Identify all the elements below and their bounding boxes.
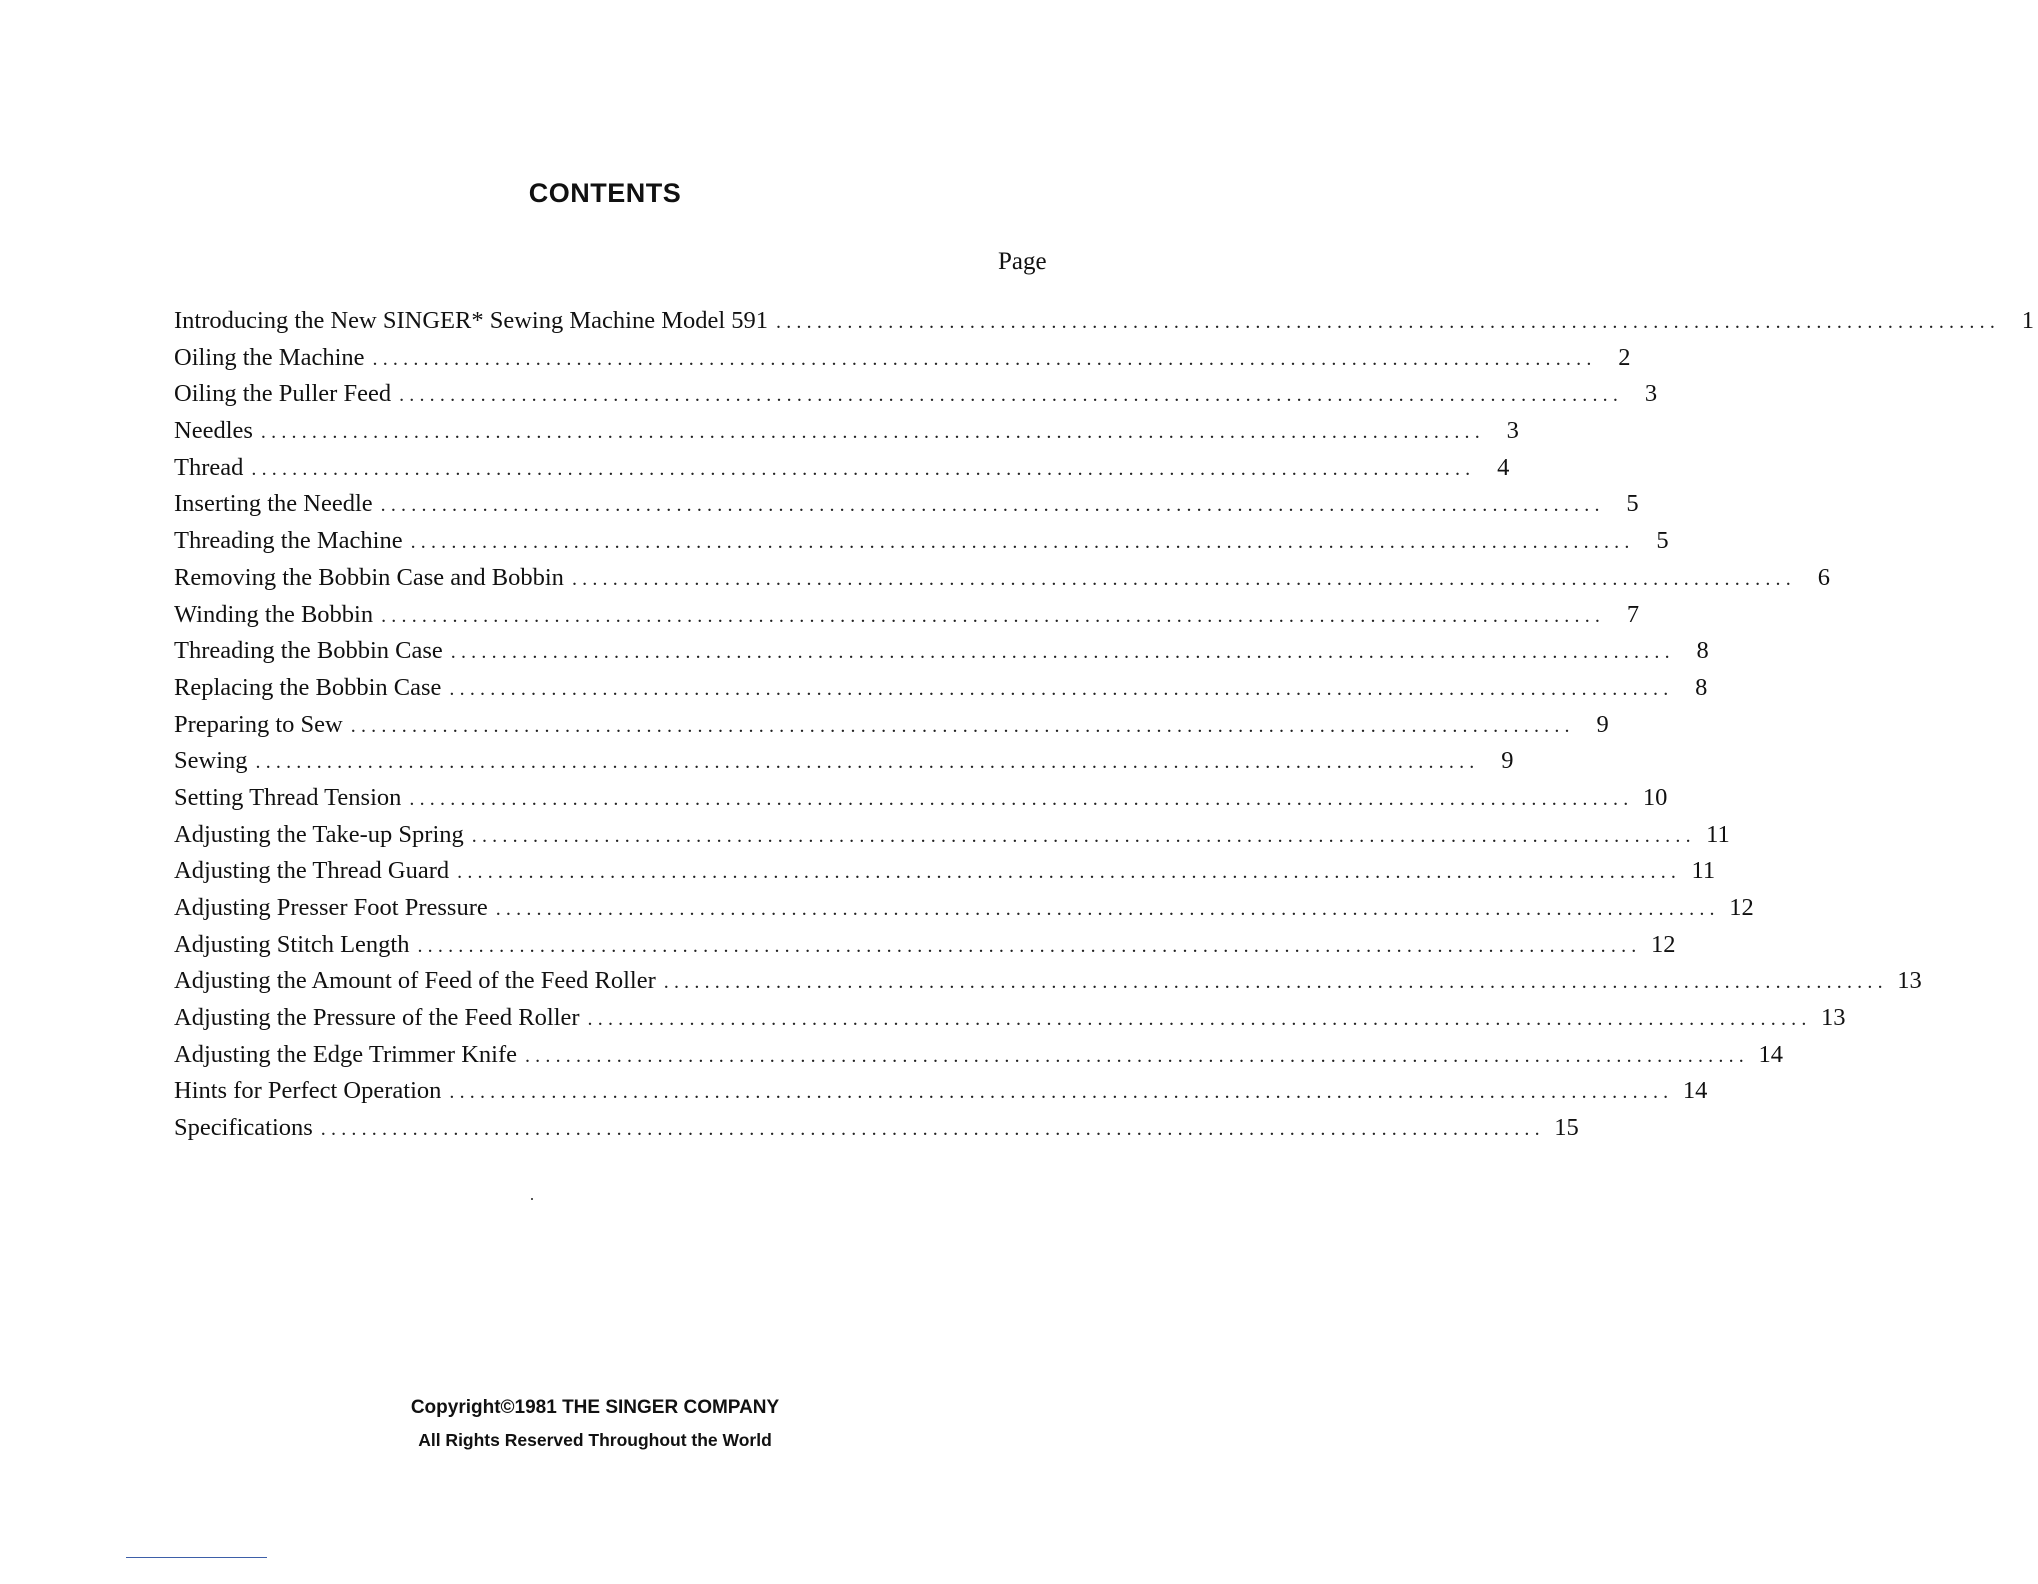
dot-leader: ........................................................................................................................ bbox=[449, 1081, 1674, 1104]
toc-entry bbox=[174, 817, 1730, 854]
page-column-header: Page bbox=[998, 248, 1047, 275]
page-title: CONTENTS bbox=[528, 178, 682, 208]
toc-entry-title: Oiling the Machine bbox=[174, 343, 365, 371]
dot-leader: ........................................................................................................................ bbox=[571, 567, 1796, 590]
dot-leader: ........................................................................................................................ bbox=[471, 824, 1696, 847]
footer-rule bbox=[126, 1557, 267, 1558]
toc-entry bbox=[174, 1073, 1708, 1110]
toc-entry-page: 3 bbox=[1506, 417, 1519, 445]
toc-entry-page: 2 bbox=[1618, 343, 1631, 371]
toc-entry bbox=[174, 340, 1631, 377]
toc-entry-page: 9 bbox=[1501, 747, 1514, 775]
toc-entry-title: Thread bbox=[174, 453, 244, 481]
dot-leader: ........................................................................................................................ bbox=[380, 494, 1605, 517]
dot-leader: ........................................................................................................................ bbox=[251, 457, 1476, 480]
dot-leader: ........................................................................................................................ bbox=[409, 787, 1634, 810]
dot-leader: ........................................................................................................................ bbox=[663, 971, 1888, 994]
toc-entry bbox=[174, 523, 1669, 560]
rights-notice: All Rights Reserved Throughout the World bbox=[418, 1430, 772, 1450]
toc-entry bbox=[174, 853, 1716, 890]
toc-entry-page: 12 bbox=[1650, 930, 1676, 958]
toc-entry-title: Replacing the Bobbin Case bbox=[174, 673, 442, 701]
toc-entry-page: 4 bbox=[1497, 453, 1510, 481]
toc-entry-title: Threading the Machine bbox=[174, 527, 403, 555]
toc-entry-page: 8 bbox=[1696, 637, 1709, 665]
toc-entry bbox=[174, 486, 1639, 523]
toc-entry-title: Preparing to Sew bbox=[174, 710, 343, 738]
toc-entry bbox=[174, 1037, 1783, 1074]
toc-entry-title: Adjusting Stitch Length bbox=[174, 930, 410, 958]
toc-entry-page: 13 bbox=[1897, 967, 1922, 995]
dot-leader: ........................................................................................................................ bbox=[524, 1044, 1749, 1067]
toc-entry-page: 9 bbox=[1596, 710, 1609, 738]
table-of-contents bbox=[174, 303, 2035, 1147]
dot-leader: ........................................................................................................................ bbox=[255, 751, 1480, 774]
toc-entry-page: 15 bbox=[1554, 1114, 1579, 1142]
dot-leader: ........................................................................................................................ bbox=[381, 604, 1606, 627]
toc-entry-title: Adjusting the Edge Trimmer Knife bbox=[174, 1040, 517, 1068]
toc-entry bbox=[174, 413, 1519, 450]
toc-entry-title: Oiling the Puller Feed bbox=[174, 380, 392, 408]
toc-entry bbox=[174, 597, 1640, 634]
toc-entry-page: 11 bbox=[1706, 820, 1730, 848]
toc-entry-page: 6 bbox=[1817, 563, 1830, 591]
toc-entry-title: Sewing bbox=[174, 747, 248, 775]
dot-leader: ........................................................................................................................ bbox=[320, 1118, 1545, 1141]
toc-entry-title: Inserting the Needle bbox=[174, 490, 373, 518]
toc-entry bbox=[174, 780, 1668, 817]
toc-entry-title: Threading the Bobbin Case bbox=[174, 637, 443, 665]
toc-entry-title: Hints for Perfect Operation bbox=[174, 1077, 442, 1105]
toc-entry bbox=[174, 707, 1609, 744]
toc-entry bbox=[174, 963, 1922, 1000]
toc-entry-page: 5 bbox=[1656, 527, 1669, 555]
toc-entry bbox=[174, 450, 1510, 487]
toc-entry-title: Adjusting the Amount of Feed of the Feed Roller bbox=[174, 967, 656, 995]
toc-entry bbox=[174, 927, 1676, 964]
toc-entry-title: Adjusting the Pressure of the Feed Roller bbox=[174, 1004, 580, 1032]
toc-entry-page: 3 bbox=[1644, 380, 1658, 408]
dot-leader: ........................................................................................................................ bbox=[450, 641, 1675, 664]
toc-entry bbox=[174, 303, 2035, 340]
toc-entry-page: 1 bbox=[2021, 307, 2035, 334]
toc-entry-page: 5 bbox=[1626, 490, 1639, 518]
toc-entry-page: 10 bbox=[1642, 783, 1668, 811]
stray-mark bbox=[531, 1198, 533, 1200]
toc-entry bbox=[174, 1000, 1846, 1037]
dot-leader: ........................................................................................................................ bbox=[350, 714, 1575, 737]
toc-entry-page: 8 bbox=[1695, 673, 1708, 701]
toc-entry bbox=[174, 633, 1709, 670]
dot-leader: ........................................................................................................................ bbox=[417, 934, 1642, 957]
dot-leader: ........................................................................................................................ bbox=[495, 898, 1720, 920]
toc-entry-page: 14 bbox=[1758, 1040, 1783, 1068]
toc-entry-page: 13 bbox=[1821, 1004, 1846, 1032]
toc-entry-title: Setting Thread Tension bbox=[174, 783, 402, 811]
dot-leader: ........................................................................................................................ bbox=[587, 1008, 1812, 1031]
dot-leader: ........................................................................................................................ bbox=[260, 421, 1485, 444]
dot-leader: ........................................................................................................................ bbox=[776, 311, 2001, 333]
toc-entry bbox=[174, 743, 1514, 780]
toc-entry-page: 12 bbox=[1729, 894, 1754, 921]
dot-leader: ........................................................................................................................ bbox=[457, 861, 1682, 884]
toc-entry bbox=[174, 670, 1708, 707]
toc-entry-title: Removing the Bobbin Case and Bobbin bbox=[174, 563, 564, 591]
toc-entry-title: Winding the Bobbin bbox=[174, 600, 374, 628]
toc-entry-page: 7 bbox=[1626, 600, 1640, 628]
dot-leader: ........................................................................................................................ bbox=[410, 531, 1635, 554]
toc-entry bbox=[174, 1110, 1579, 1147]
toc-entry-page: 14 bbox=[1682, 1077, 1708, 1105]
dot-leader: ........................................................................................................................ bbox=[372, 347, 1597, 370]
toc-entry-title: Needles bbox=[174, 417, 253, 445]
toc-entry-page: 11 bbox=[1691, 857, 1716, 885]
toc-entry-title: Adjusting the Thread Guard bbox=[174, 857, 450, 885]
toc-entry bbox=[174, 890, 1754, 927]
copyright-notice: Copyright©1981 THE SINGER COMPANY bbox=[410, 1397, 780, 1418]
toc-entry bbox=[174, 376, 1658, 413]
toc-entry bbox=[174, 560, 1830, 597]
toc-entry-title: Adjusting Presser Foot Pressure bbox=[174, 894, 488, 921]
toc-entry-title: Adjusting the Take-up Spring bbox=[174, 820, 464, 848]
toc-entry-title: Specifications bbox=[174, 1114, 313, 1142]
dot-leader: ........................................................................................................................ bbox=[449, 677, 1674, 700]
dot-leader: ........................................................................................................................ bbox=[399, 384, 1624, 407]
toc-entry-title: Introducing the New SINGER* Sewing Machine Model 591 bbox=[174, 307, 769, 334]
